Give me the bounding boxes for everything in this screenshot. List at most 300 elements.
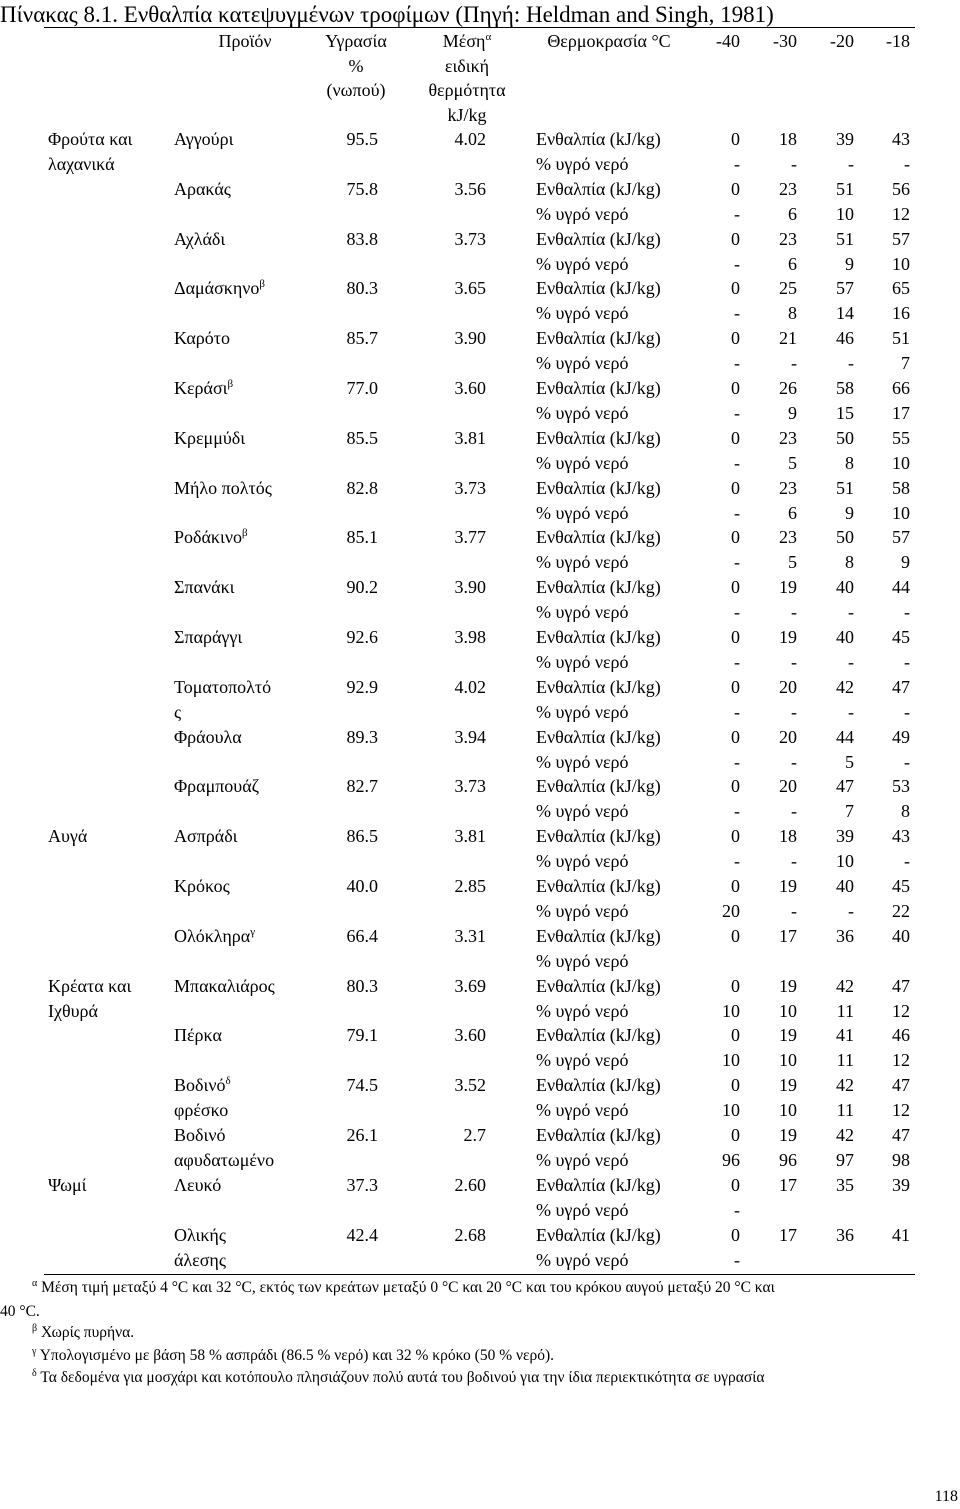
header-moisture: [300, 29, 412, 103]
enthalpy-value: 55: [892, 427, 910, 448]
enthalpy-value: 58: [892, 477, 910, 498]
water-value: -: [734, 602, 740, 623]
enthalpy-value: 0: [731, 527, 740, 548]
header-specific-heat-line: ειδική: [444, 55, 490, 76]
water-label: % υγρό νερό: [536, 701, 629, 722]
enthalpy-value: 50: [836, 427, 854, 448]
group-label: Ψωμί: [48, 1174, 87, 1195]
moisture-value: 92.6: [346, 627, 378, 647]
water-label: % υγρό νερό: [536, 602, 629, 623]
specific-heat-value: 3.60: [454, 378, 486, 398]
group-label: Φρούτα και: [48, 129, 133, 149]
enthalpy-label: Ενθαλπία (kJ/kg): [536, 577, 661, 598]
water-value: 10: [779, 1000, 797, 1021]
product-name: Αγγούρι: [174, 129, 234, 149]
water-value: -: [734, 1199, 740, 1220]
product-name: Αχλάδι: [174, 228, 226, 249]
water-label: % υγρό νερό: [536, 402, 629, 423]
moisture-value: 66.4: [346, 925, 378, 946]
specific-heat-value: 3.73: [454, 228, 486, 249]
water-label: % υγρό νερό: [536, 502, 629, 523]
moisture-value: 79.1: [346, 1025, 378, 1046]
water-label: % υγρό νερό: [536, 552, 629, 573]
moisture-value: 85.7: [346, 328, 378, 349]
enthalpy-label: Ενθαλπία (kJ/kg): [536, 726, 661, 747]
product-name: Ροδάκινο$^\beta$: [174, 527, 248, 548]
specific-heat-value: 3.90: [454, 577, 486, 598]
enthalpy-value: 44: [836, 726, 854, 747]
footnote-delta: $^\delta$ Τα δεδομένα για μοσχάρι και κοτόπουλο πλησιάζουν πολύ αυτά του βοδινού για την ίδια περιεκτικότητα σε υγρασία: [32, 1367, 765, 1386]
enthalpy-value: 0: [731, 378, 740, 398]
water-value: -: [734, 452, 740, 473]
water-value: -: [734, 153, 740, 174]
water-value: 10: [892, 253, 910, 274]
water-value: -: [734, 552, 740, 573]
enthalpy-value: 0: [731, 925, 740, 946]
moisture-value: 85.1: [346, 527, 378, 548]
water-value: -: [734, 1249, 740, 1270]
enthalpy-value: 0: [731, 278, 740, 299]
water-value: 12: [892, 1050, 910, 1071]
specific-heat-value: 4.02: [454, 676, 486, 697]
water-value: 6: [788, 502, 797, 523]
header-temp-2: -30: [773, 31, 797, 51]
group-label: Αυγά: [48, 826, 88, 847]
product-name: Τοματοπολτό: [174, 676, 272, 697]
enthalpy-value: 47: [892, 975, 910, 996]
water-label: % υγρό νερό: [536, 751, 629, 772]
water-value: 10: [836, 851, 854, 872]
footnote-mark: β: [259, 278, 266, 291]
water-label: % υγρό νερό: [536, 651, 629, 672]
water-value: -: [791, 602, 797, 623]
enthalpy-value: 47: [892, 1125, 910, 1145]
enthalpy-value: 19: [779, 627, 797, 647]
water-value: -: [848, 602, 854, 623]
enthalpy-value: 42: [836, 975, 854, 996]
enthalpy-value: 36: [836, 925, 854, 946]
moisture-value: 75.8: [346, 178, 378, 199]
water-label: % υγρό νερό: [536, 801, 629, 822]
water-value: 15: [836, 402, 854, 423]
enthalpy-value: 43: [892, 826, 910, 847]
footnote-alpha-cont: 40 °C.: [0, 1303, 40, 1320]
enthalpy-label: Ενθαλπία (kJ/kg): [536, 776, 661, 797]
enthalpy-value: 49: [892, 726, 910, 747]
enthalpy-value: 0: [731, 726, 740, 747]
header-specific-heat-line: kJ/kg: [447, 104, 487, 125]
product-name: Φράουλα: [174, 726, 242, 747]
water-value: 9: [845, 502, 854, 523]
enthalpy-label: Ενθαλπία (kJ/kg): [536, 129, 661, 149]
enthalpy-value: 57: [892, 228, 910, 249]
enthalpy-value: 47: [892, 1075, 910, 1096]
product-name: Κρόκος: [174, 876, 230, 896]
enthalpy-value: 40: [892, 925, 910, 946]
enthalpy-value: 0: [731, 876, 740, 896]
enthalpy-value: 20: [779, 726, 797, 747]
enthalpy-value: 0: [731, 328, 740, 349]
enthalpy-label: Ενθαλπία (kJ/kg): [536, 676, 661, 697]
specific-heat-value: 3.69: [454, 975, 486, 996]
water-value: -: [734, 751, 740, 772]
moisture-value: 82.7: [346, 776, 378, 797]
enthalpy-value: 0: [731, 776, 740, 797]
specific-heat-value: 3.73: [454, 776, 486, 797]
product-name: Φραμπουάζ: [174, 776, 260, 797]
product-name: Ολικής: [174, 1224, 226, 1245]
enthalpy-value: 41: [892, 1224, 910, 1245]
water-label: % υγρό νερό: [536, 950, 629, 971]
specific-heat-value: 2.7: [463, 1125, 486, 1145]
group-label: λαχανικά: [48, 153, 115, 174]
enthalpy-value: 19: [779, 1125, 797, 1145]
water-value: 5: [845, 751, 854, 772]
enthalpy-value: 40: [836, 876, 854, 896]
header-moisture-line: %: [348, 55, 364, 76]
page-number: 118: [934, 1488, 958, 1505]
water-value: -: [791, 651, 797, 672]
product-name: Βοδινό: [174, 1125, 226, 1145]
header-temp-4: -18: [886, 31, 910, 51]
water-value: 96: [779, 1149, 797, 1170]
header-temp-1: -40: [716, 31, 740, 51]
water-value: 8: [901, 801, 910, 822]
moisture-value: 80.3: [346, 278, 378, 299]
water-value: -: [734, 402, 740, 423]
moisture-value: 80.3: [346, 975, 378, 996]
enthalpy-value: 20: [779, 776, 797, 797]
product-name: Μήλο πολτός: [174, 477, 272, 498]
product-name-cont: άλεσης: [174, 1249, 226, 1270]
product-name: Κρεμμύδι: [174, 427, 246, 448]
water-value: 10: [779, 1050, 797, 1071]
water-value: -: [791, 801, 797, 822]
water-value: 11: [836, 1050, 854, 1071]
enthalpy-value: 0: [731, 228, 740, 249]
enthalpy-value: 47: [892, 676, 910, 697]
enthalpy-value: 46: [836, 328, 854, 349]
enthalpy-label: Ενθαλπία (kJ/kg): [536, 278, 661, 299]
specific-heat-value: 3.98: [454, 627, 486, 647]
specific-heat-value: 3.73: [454, 477, 486, 498]
enthalpy-label: Ενθαλπία (kJ/kg): [536, 178, 661, 199]
enthalpy-value: 45: [892, 876, 910, 896]
enthalpy-value: 18: [779, 826, 797, 847]
enthalpy-value: 41: [836, 1025, 854, 1046]
water-value: 12: [892, 203, 910, 224]
enthalpy-value: 0: [731, 577, 740, 598]
moisture-value: 26.1: [346, 1125, 378, 1145]
moisture-value: 86.5: [346, 826, 378, 847]
water-value: -: [734, 801, 740, 822]
enthalpy-label: Ενθαλπία (kJ/kg): [536, 477, 661, 498]
enthalpy-label: Ενθαλπία (kJ/kg): [536, 826, 661, 847]
water-value: 97: [836, 1149, 854, 1170]
moisture-value: 83.8: [346, 228, 378, 249]
water-label: % υγρό νερό: [536, 203, 629, 224]
water-value: -: [734, 353, 740, 374]
enthalpy-value: 51: [836, 228, 854, 249]
enthalpy-value: 25: [779, 278, 797, 299]
enthalpy-label: Ενθαλπία (kJ/kg): [536, 1025, 661, 1046]
enthalpy-value: 51: [836, 178, 854, 199]
enthalpy-value: 26: [779, 378, 797, 398]
footnote-mark: γ: [250, 925, 256, 938]
water-value: -: [848, 900, 854, 921]
water-value: -: [734, 303, 740, 324]
product-name: Αρακάς: [174, 178, 231, 199]
enthalpy-label: Ενθαλπία (kJ/kg): [536, 1224, 661, 1245]
enthalpy-value: 0: [731, 477, 740, 498]
enthalpy-value: 58: [836, 378, 854, 398]
footnote-mark: δ: [225, 1075, 231, 1088]
water-value: 10: [722, 1000, 740, 1021]
water-value: -: [791, 701, 797, 722]
specific-heat-value: 4.02: [454, 129, 486, 149]
enthalpy-value: 19: [779, 1075, 797, 1096]
water-value: -: [791, 751, 797, 772]
enthalpy-value: 0: [731, 1224, 740, 1245]
specific-heat-value: 2.68: [454, 1224, 486, 1245]
specific-heat-value: 3.56: [454, 178, 486, 199]
enthalpy-value: 0: [731, 427, 740, 448]
header-specific-heat-line: Μέση$^\alpha$: [442, 31, 492, 51]
water-value: 8: [845, 552, 854, 573]
product-name: Λευκό: [174, 1174, 222, 1195]
water-value: 7: [845, 801, 854, 822]
header-specific-heat-line: θερμότητα: [428, 80, 506, 100]
footnote-gamma: $^\gamma$ Υπολογισμένο με βάση 58 % ασπράδι (86.5 % νερό) και 32 % κρόκο (50 % νερό).: [32, 1345, 555, 1364]
specific-heat-value: 3.90: [454, 328, 486, 349]
enthalpy-value: 0: [731, 676, 740, 697]
enthalpy-label: Ενθαλπία (kJ/kg): [536, 876, 661, 896]
enthalpy-label: Ενθαλπία (kJ/kg): [536, 328, 661, 349]
product-name: Κεράσι$^\beta$: [174, 378, 234, 398]
water-value: 98: [892, 1149, 910, 1170]
product-name-cont: ς: [174, 701, 182, 722]
product-name-cont: αφυδατωμένο: [174, 1149, 275, 1170]
enthalpy-value: 65: [892, 278, 910, 299]
water-value: -: [848, 353, 854, 374]
water-value: 8: [845, 452, 854, 473]
water-value: 6: [788, 253, 797, 274]
moisture-value: 82.8: [346, 477, 378, 498]
water-value: -: [848, 651, 854, 672]
enthalpy-label: Ενθαλπία (kJ/kg): [536, 527, 661, 548]
water-value: -: [734, 651, 740, 672]
header-moisture-line: (νωπού): [326, 80, 386, 100]
enthalpy-value: 17: [779, 1174, 797, 1195]
enthalpy-value: 57: [892, 527, 910, 548]
water-value: 10: [779, 1100, 797, 1121]
enthalpy-label: Ενθαλπία (kJ/kg): [536, 1075, 661, 1096]
moisture-value: 92.9: [346, 676, 378, 697]
enthalpy-value: 50: [836, 527, 854, 548]
water-value: 9: [845, 253, 854, 274]
enthalpy-value: 36: [836, 1224, 854, 1245]
water-value: 10: [722, 1050, 740, 1071]
moisture-value: 37.3: [346, 1174, 378, 1195]
moisture-value: 74.5: [346, 1075, 378, 1096]
water-label: % υγρό νερό: [536, 1000, 629, 1021]
header-temp-3: -20: [830, 31, 854, 51]
water-label: % υγρό νερό: [536, 1249, 629, 1270]
water-value: -: [734, 502, 740, 523]
product-name: Σπανάκι: [174, 577, 235, 598]
moisture-value: 85.5: [346, 427, 378, 448]
enthalpy-label: Ενθαλπία (kJ/kg): [536, 228, 661, 249]
water-value: 10: [836, 203, 854, 224]
water-label: % υγρό νερό: [536, 1149, 629, 1170]
enthalpy-value: 0: [731, 627, 740, 647]
enthalpy-value: 19: [779, 1025, 797, 1046]
enthalpy-value: 51: [892, 328, 910, 349]
water-value: -: [904, 153, 910, 174]
footnote-alpha: $^\alpha$ Μέση τιμή μεταξύ 4 °C και 32 °C, εκτός των κρεάτων μεταξύ 0 °C και 20 °C και του κρόκου αυγού μεταξύ 20 °C και: [32, 1277, 775, 1296]
enthalpy-value: 18: [779, 129, 797, 149]
water-value: 10: [892, 502, 910, 523]
enthalpy-label: Ενθαλπία (kJ/kg): [536, 925, 661, 946]
product-name: Ασπράδι: [174, 826, 238, 847]
water-value: 17: [892, 402, 910, 423]
enthalpy-value: 53: [892, 776, 910, 797]
water-value: 6: [788, 203, 797, 224]
enthalpy-value: 42: [836, 676, 854, 697]
product-name: Βοδινό$^\delta$: [174, 1075, 231, 1096]
enthalpy-label: Ενθαλπία (kJ/kg): [536, 975, 661, 996]
water-value: -: [734, 203, 740, 224]
water-value: -: [734, 851, 740, 872]
enthalpy-value: 19: [779, 577, 797, 598]
water-label: % υγρό νερό: [536, 153, 629, 174]
specific-heat-value: 3.81: [454, 427, 486, 448]
enthalpy-value: 40: [836, 627, 854, 647]
product-name: Καρότο: [174, 328, 230, 349]
product-name: Πέρκα: [174, 1025, 222, 1046]
water-value: 12: [892, 1000, 910, 1021]
water-value: -: [904, 751, 910, 772]
header-specific-heat: [412, 29, 522, 127]
enthalpy-value: 21: [779, 328, 797, 349]
enthalpy-value: 66: [892, 378, 910, 398]
enthalpy-value: 46: [892, 1025, 910, 1046]
water-value: 9: [901, 552, 910, 573]
moisture-value: 40.0: [346, 876, 378, 896]
footnote-mark: β: [227, 378, 234, 390]
specific-heat-value: 3.94: [454, 726, 486, 747]
moisture-value: 90.2: [346, 577, 378, 598]
enthalpy-value: 23: [779, 477, 797, 498]
group-label: Ιχθυρά: [48, 1000, 98, 1021]
enthalpy-value: 42: [836, 1075, 854, 1096]
moisture-value: 42.4: [346, 1224, 378, 1245]
specific-heat-value: 2.60: [454, 1174, 486, 1195]
water-value: 12: [892, 1100, 910, 1121]
specific-heat-value: 3.65: [454, 278, 486, 299]
header-temperature: Θερμοκρασία °C: [547, 31, 671, 51]
enthalpy-value: 57: [836, 278, 854, 299]
moisture-value: 77.0: [346, 378, 378, 398]
water-value: 8: [788, 303, 797, 324]
specific-heat-value: 3.77: [454, 527, 486, 548]
water-value: -: [791, 851, 797, 872]
product-name: Μπακαλιάρος: [174, 975, 275, 996]
enthalpy-value: 39: [836, 129, 854, 149]
water-value: 5: [788, 552, 797, 573]
enthalpy-label: Ενθαλπία (kJ/kg): [536, 627, 661, 647]
specific-heat-value: 3.31: [454, 925, 486, 946]
enthalpy-value: 43: [892, 129, 910, 149]
water-label: % υγρό νερό: [536, 900, 629, 921]
header-moisture-line: Υγρασία: [325, 31, 387, 51]
enthalpy-value: 23: [779, 178, 797, 199]
enthalpy-value: 35: [836, 1174, 854, 1195]
product-name: Δαμάσκηνο$^\beta$: [174, 278, 266, 299]
enthalpy-value: 0: [731, 178, 740, 199]
water-value: -: [791, 900, 797, 921]
footnote-beta: $^\beta$ Χωρίς πυρήνα.: [32, 1322, 135, 1341]
water-value: 10: [892, 452, 910, 473]
water-label: % υγρό νερό: [536, 253, 629, 274]
enthalpy-value: 0: [731, 1025, 740, 1046]
water-value: 7: [901, 353, 910, 374]
enthalpy-value: 19: [779, 975, 797, 996]
enthalpy-value: 0: [731, 129, 740, 149]
water-label: % υγρό νερό: [536, 452, 629, 473]
enthalpy-value: 0: [731, 826, 740, 847]
enthalpy-value: 0: [731, 1174, 740, 1195]
enthalpy-value: 45: [892, 627, 910, 647]
enthalpy-value: 17: [779, 1224, 797, 1245]
enthalpy-value: 17: [779, 925, 797, 946]
enthalpy-value: 0: [731, 1075, 740, 1096]
enthalpy-value: 44: [892, 577, 910, 598]
water-value: -: [848, 701, 854, 722]
table-title: Πίνακας 8.1. Ενθαλπία κατεψυγμένων τροφίμων (Πηγή: Heldman and Singh, 1981): [0, 2, 774, 27]
water-value: -: [904, 701, 910, 722]
water-label: % υγρό νερό: [536, 1199, 629, 1220]
water-value: -: [848, 153, 854, 174]
water-value: -: [904, 651, 910, 672]
water-value: -: [904, 602, 910, 623]
water-label: % υγρό νερό: [536, 1050, 629, 1071]
specific-heat-value: 2.85: [454, 876, 486, 896]
water-value: -: [734, 701, 740, 722]
enthalpy-label: Ενθαλπία (kJ/kg): [536, 378, 661, 398]
water-value: 16: [892, 303, 910, 324]
water-value: 9: [788, 402, 797, 423]
enthalpy-value: 23: [779, 228, 797, 249]
enthalpy-label: Ενθαλπία (kJ/kg): [536, 427, 661, 448]
enthalpy-value: 0: [731, 975, 740, 996]
water-value: 22: [892, 900, 910, 921]
specific-heat-value: 3.81: [454, 826, 486, 847]
enthalpy-value: 0: [731, 1125, 740, 1145]
product-name: Ολόκληρα$^\gamma$: [174, 925, 256, 946]
water-value: 20: [722, 900, 740, 921]
water-value: 5: [788, 452, 797, 473]
enthalpy-value: 51: [836, 477, 854, 498]
specific-heat-value: 3.52: [454, 1075, 486, 1096]
water-value: -: [791, 153, 797, 174]
moisture-value: 95.5: [346, 129, 378, 149]
product-name-cont: φρέσκο: [174, 1100, 229, 1121]
product-name: Σπαράγγι: [174, 627, 243, 647]
enthalpy-value: 39: [836, 826, 854, 847]
water-value: -: [904, 851, 910, 872]
water-label: % υγρό νερό: [536, 1100, 629, 1121]
